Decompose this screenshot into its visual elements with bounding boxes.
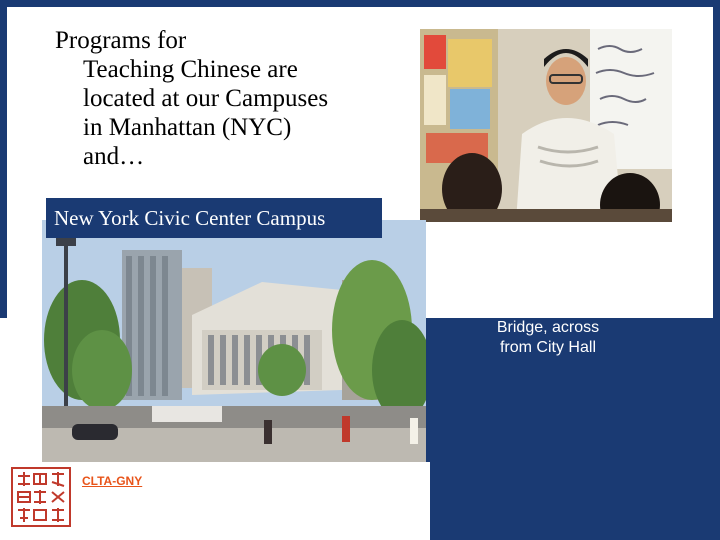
campus-building-photo bbox=[42, 220, 426, 462]
seal-graphic bbox=[10, 466, 72, 528]
chinese-seal-logo bbox=[10, 466, 72, 528]
heading-line-2: Teaching Chinese are bbox=[83, 56, 298, 83]
slide-frame-right bbox=[713, 0, 720, 540]
caption-line-3: from City Hall bbox=[499, 339, 596, 356]
caption-line-1: At the Brooklyn bbox=[493, 299, 603, 316]
classroom-photo-graphic bbox=[420, 29, 672, 222]
campus-photo-graphic bbox=[42, 220, 426, 462]
heading-line-3: located at our Campuses bbox=[83, 85, 329, 112]
location-caption bbox=[468, 298, 628, 358]
slide-heading bbox=[55, 26, 415, 171]
classroom-photo bbox=[420, 29, 672, 222]
campus-banner: New York Civic Center Campus bbox=[46, 198, 382, 238]
clta-gny-label[interactable]: CLTA-GNY bbox=[82, 474, 143, 488]
heading-line-1: Programs for bbox=[55, 27, 187, 54]
heading-line-4: in Manhattan (NYC) bbox=[83, 114, 292, 141]
heading-line-5: and… bbox=[83, 143, 145, 170]
caption-line-2: Bridge, across bbox=[496, 319, 600, 336]
slide-frame-top bbox=[0, 0, 720, 7]
